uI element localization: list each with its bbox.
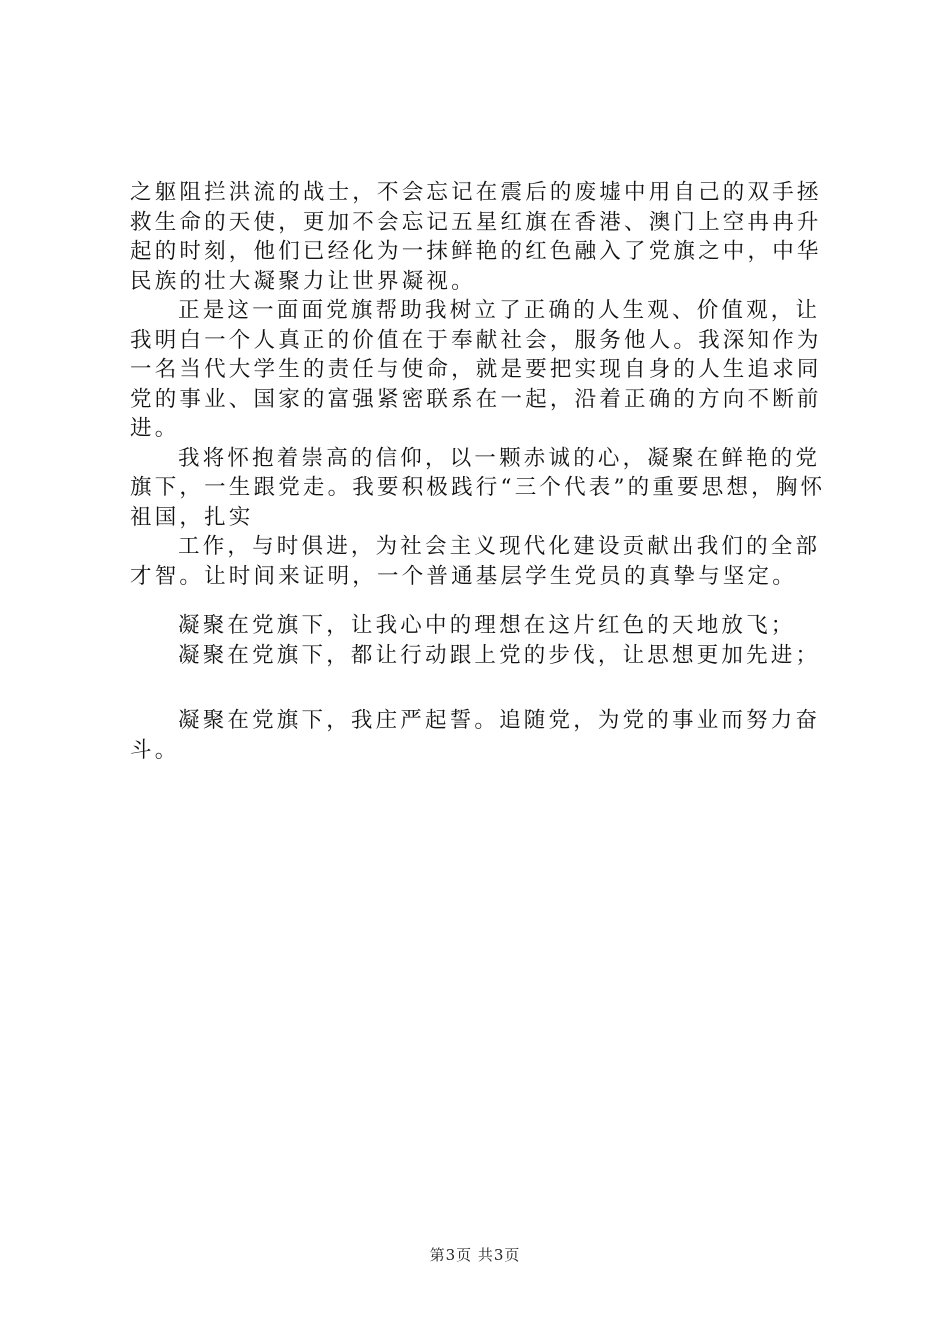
paragraph-slogan-2: 凝聚在党旗下，都让行动跟上党的步伐，让思想更加先进； (178, 642, 821, 668)
paragraph-work: 工作，与时俱进，为社会主义现代化建设贡献出我们的全部才智。让时间来证明，一个普通基层学生党员的真挚与坚定。 (130, 534, 821, 589)
document-body (130, 178, 830, 765)
paragraph-slogan-1: 凝聚在党旗下，让我心中的理想在这片红色的天地放飞； (178, 613, 796, 638)
page-footer: 第3页 共3页 (429, 1246, 521, 1264)
paragraph-belief: 我将怀抱着崇高的信仰，以一颗赤诚的心，凝聚在鲜艳的党旗下，一生跟党走。我要积极践行“三个代表”的重要思想，胸怀祖国，扎实 (130, 445, 826, 530)
paragraph-spacer (130, 670, 830, 706)
paragraph-continued: 之躯阻拦洪流的战士，不会忘记在震后的废墟中用自己的双手拯救生命的天使，更加不会忘记五星红旗在香港、澳门上空冉冉升起的时刻，他们已经化为一抹鲜艳的红色融入了党旗之中，中华民族的壮大凝聚力让世界凝视。 (130, 180, 822, 294)
paragraph-values: 正是这一面面党旗帮助我树立了正确的人生观、价值观，让我明白一个人真正的价值在于奉献社会，服务他人。我深知作为一名当代大学生的责任与使命，就是要把实现自身的人生追求同党的事业、国家的富强紧密联系在一起，沿着正确的方向不断前进。 (130, 298, 822, 441)
paragraph-spacer (130, 591, 830, 611)
paragraph-oath: 凝聚在党旗下，我庄严起誓。追随党，为党的事业而努力奋斗。 (130, 708, 821, 763)
